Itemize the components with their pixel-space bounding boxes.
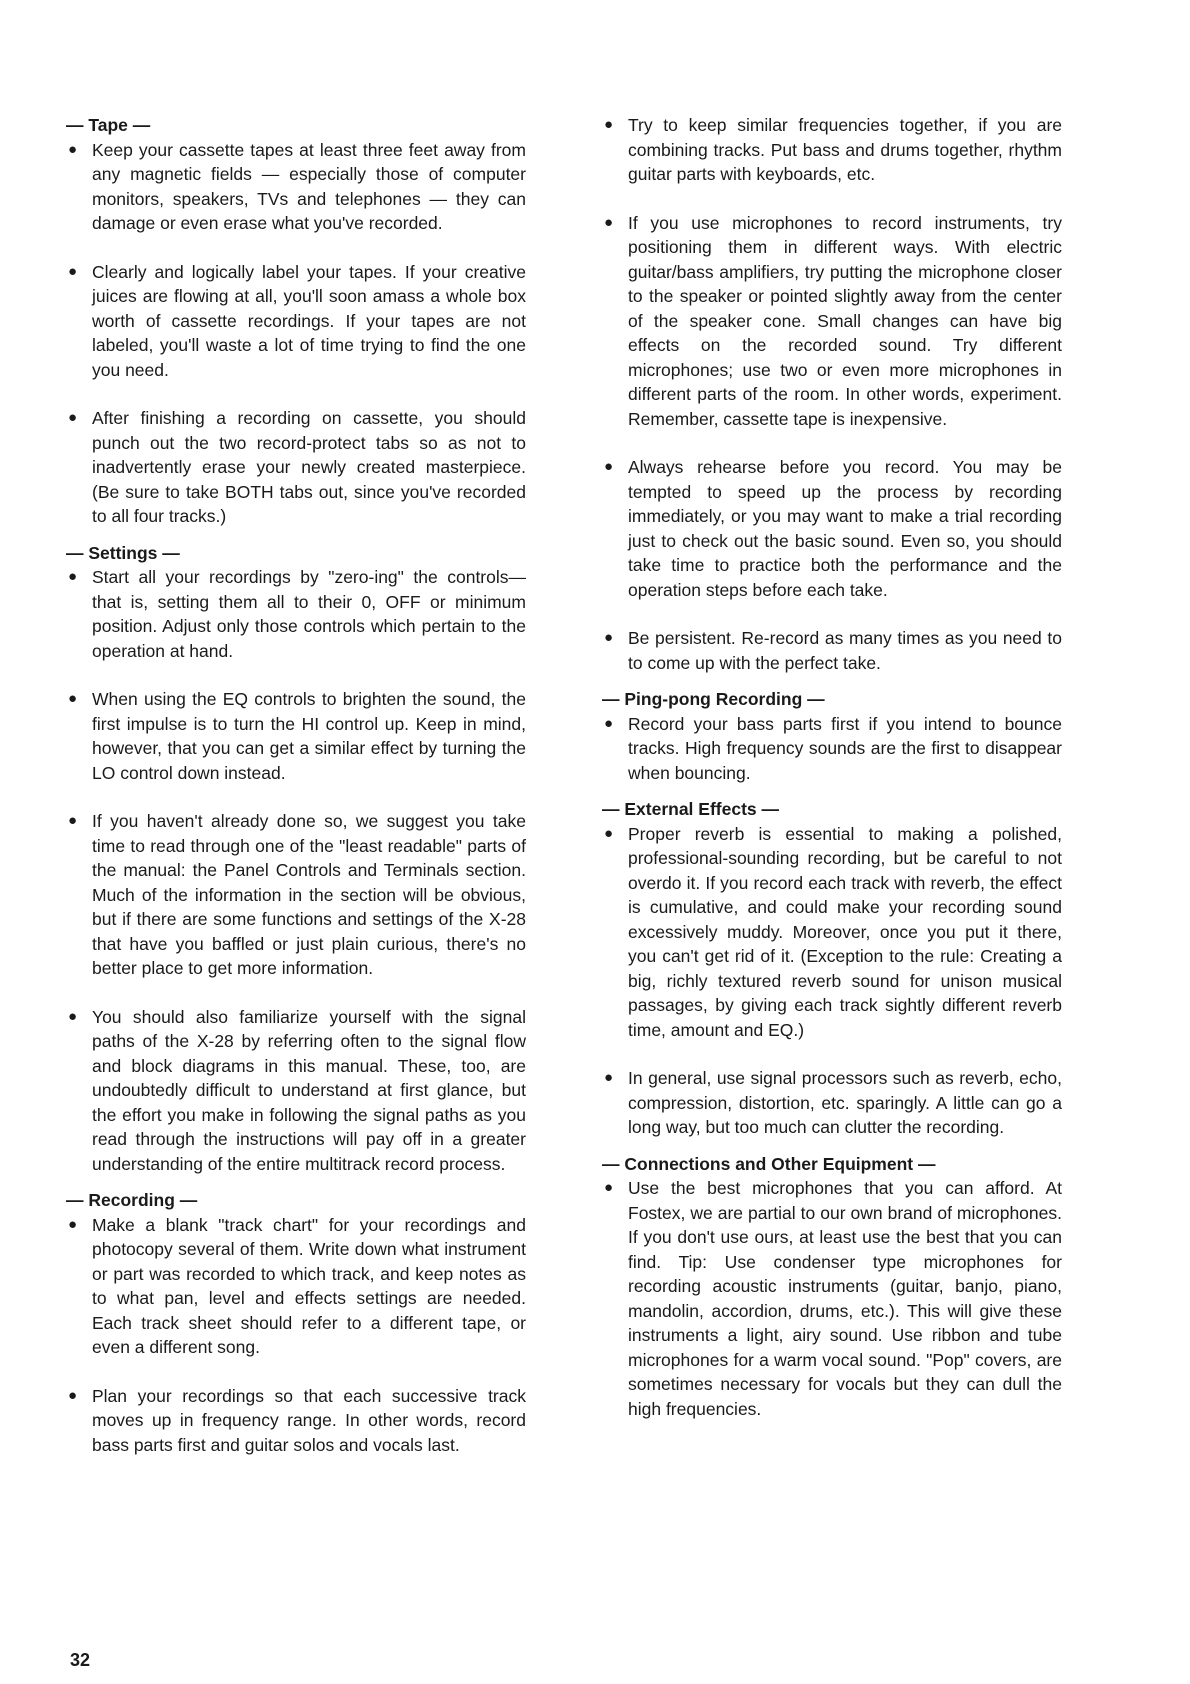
list-item: ● You should also familiarize yourself with the signal paths of the X-28 by referring often to the signal flow and block diagrams in this manual. These, too, are undoubtedly difficult to understand at first glance, but the effort you make in following the signal paths as you read through the instructions will pay off in a greater understanding of the entire multitrack record process. <box>68 1006 526 1174</box>
list-item: ● Keep your cassette tapes at least three feet away from any magnetic fields — especially those of computer monitors, speakers, TVs and telephones — they can damage or even erase what you've recorded. <box>68 139 526 233</box>
bullet-icon: ● <box>68 1386 78 1404</box>
section-heading-tape: — Tape — <box>66 115 151 135</box>
bullet-icon: ● <box>68 568 78 585</box>
list-item: ● When using the EQ controls to brighten the sound, the first impulse is to turn the HI control up. Keep in mind, however, that you can get a similar effect by turning the LO control down instead. <box>68 689 526 783</box>
list-item: ● Make a blank "track chart" for your recordings and photocopy several of them. Write down what instrument or part was recorded to which track, and keep notes as to what pan, level and effects settings are needed. Each track sheet should refer to a different tape, or even a different song. <box>68 1214 526 1357</box>
section-heading-settings: — Settings — <box>66 542 180 563</box>
bullet-icon: ● <box>604 1069 614 1086</box>
bullet-icon: ● <box>68 140 78 158</box>
section-heading-connections: — Connections and Other Equipment — <box>602 1153 936 1174</box>
bullet-icon: ● <box>604 213 614 231</box>
section-heading-external-effects: — External Effects — <box>602 799 779 819</box>
bullet-icon: ● <box>604 1179 614 1196</box>
bullet-icon: ● <box>68 409 78 426</box>
list-item: ● If you use microphones to record instruments, try positioning them in different ways. With electric guitar/bass amplifiers, try putting the microphone closer to the speaker or pointed slightly away from the center of the speaker cone. Small changes can have big effects on the recorded sound. Try different microphones; use two or even more microphones in different parts of the room. In other words, experiment. Remember, cassette tape is inexpensive. <box>604 212 1062 429</box>
list-item: ● If you haven't already done so, we suggest you take time to read through one of the "least readable" parts of the manual: the Panel Controls and Terminals section. Much of the information in the section will be obvious, but if there are some functions and settings of the X-28 that have you baffled or just plain curious, there's no better place to get more information. <box>68 811 526 978</box>
section-heading-recording: — Recording — <box>66 1190 198 1210</box>
list-item: ● After finishing a recording on cassette, you should punch out the two record-protect tabs so as not to inadvertently erase your newly created masterpiece. (Be sure to take BOTH tabs out, since you've recorded to all four tracks.) <box>68 408 526 526</box>
bullet-icon: ● <box>68 1215 78 1233</box>
list-item: ● Try to keep similar frequencies together, if you are combining tracks. Put bass and drums together, rhythm guitar parts with keyboards, etc. <box>604 115 1062 184</box>
list-item: ● Clearly and logically label your tapes. If your creative juices are flowing at all, you'll soon amass a whole box worth of cassette recordings. If your tapes are not labeled, you'll waste a lot of time trying to find the one you need. <box>68 261 526 380</box>
page-number: 32 <box>70 1650 91 1670</box>
bullet-icon: ● <box>604 629 614 646</box>
bullet-icon: ● <box>68 1007 78 1025</box>
list-item: ● Be persistent. Re-record as many times as you need to to come up with the perfect take. <box>604 628 1062 673</box>
list-item: ● Plan your recordings so that each successive track moves up in frequency range. In other words, record bass parts first and guitar solos and vocals last. <box>68 1385 526 1455</box>
list-item: ● Always rehearse before you record. You may be tempted to speed up the process by recording immediately, or you may want to make a trial recording just to check out the basic sound. Even so, you should take time to practice both the performance and the operation steps before each take. <box>604 457 1062 600</box>
left-column <box>66 113 526 1481</box>
section-heading-ping-pong: — Ping-pong Recording — <box>602 689 825 709</box>
bullet-icon: ● <box>604 824 614 842</box>
right-column <box>602 113 1062 1445</box>
list-item: ● Record your bass parts first if you intend to bounce tracks. High frequency sounds are the first to disappear when bouncing. <box>604 713 1062 783</box>
bullet-icon: ● <box>604 714 614 732</box>
bullet-icon: ● <box>68 690 78 707</box>
bullet-icon: ● <box>604 116 614 133</box>
bullet-icon: ● <box>68 262 78 280</box>
list-item: ● Proper reverb is essential to making a polished, professional-sounding recording, but be careful to not overdo it. If you record each track with reverb, the effect is cumulative, and could make your recording sound excessively muddy. Moreover, once you put it there, you can't get rid of it. (Exception to the rule: Creating a big, richly textured reverb sound for unison musical passages, by giving each track sightly different reverb time, amount and EQ.) <box>604 823 1062 1040</box>
bullet-icon: ● <box>604 458 614 475</box>
list-item: ● Start all your recordings by "zero-ing" the controls— that is, setting them all to their 0, OFF or minimum position. Adjust only those controls which pertain to the operation at hand. <box>68 567 526 661</box>
list-item: ● Use the best microphones that you can afford. At Fostex, we are partial to our own brand of microphones. If you don't use ours, at least use the best that you can find. Tip: Use condenser type microphones for recording acoustic instruments (guitar, banjo, piano, mandolin, accordion, drums, etc.). This will give these instruments a light, airy sound. Use ribbon and tube microphones for a warm vocal sound. "Pop" covers, are sometimes necessary for vocals but they can dull the high frequencies. <box>604 1178 1062 1419</box>
list-item: ● In general, use signal processors such as reverb, echo, compression, distortion, etc. sparingly. A little can go a long way, but too much can clutter the recording. <box>604 1068 1062 1137</box>
bullet-icon: ● <box>68 812 78 829</box>
